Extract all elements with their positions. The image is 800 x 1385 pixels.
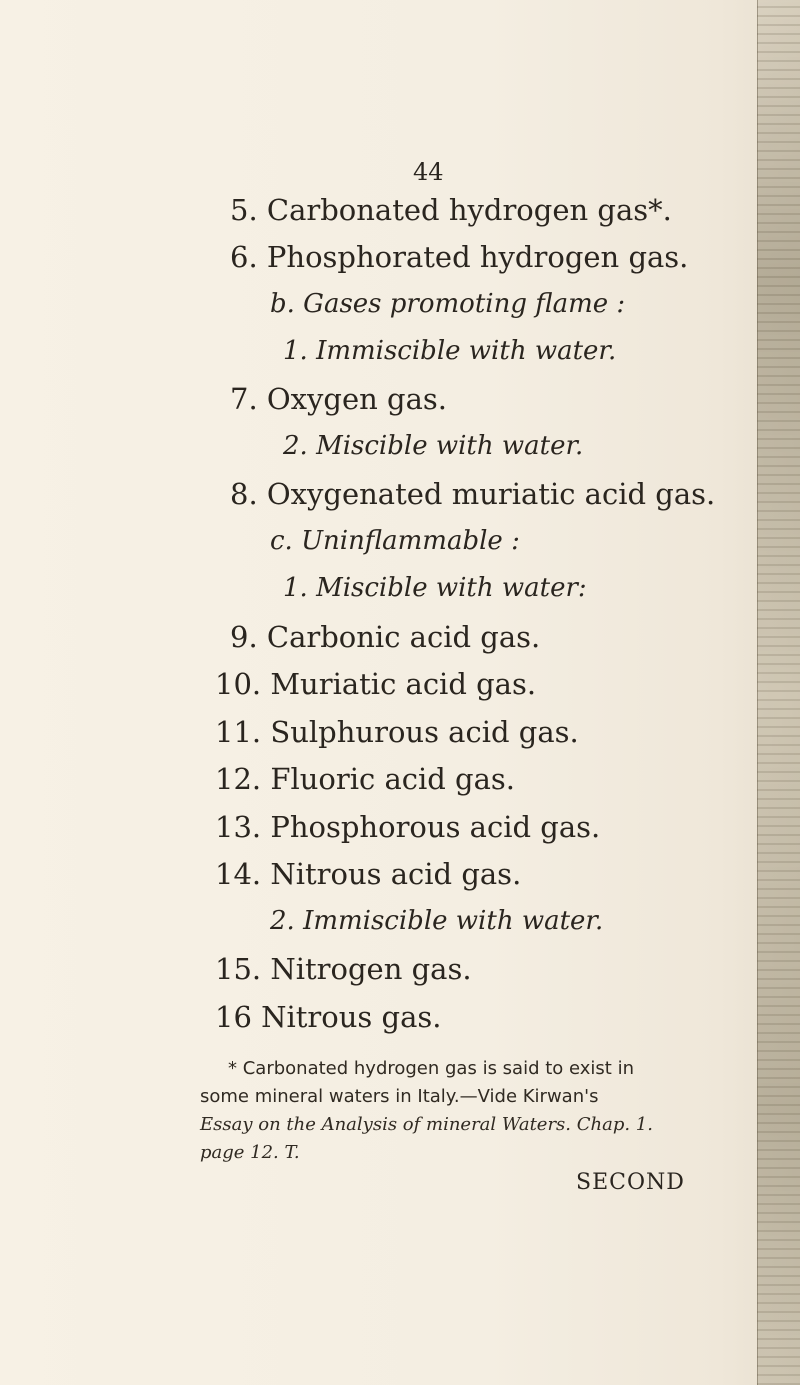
page-number: 44 [413,158,444,186]
footnote-line-4: page 12. T. [200,1142,300,1163]
entry-10: 10. Muriatic acid gas. [215,667,537,701]
section-b-heading: b. Gases promoting flame : [270,289,626,319]
page-edge [757,0,800,1385]
entry-9: 9. Carbonic acid gas. [230,620,541,654]
subsection-miscible: 2. Miscible with water. [283,431,584,461]
entry-16: 16 Nitrous gas. [215,1000,442,1034]
subsection-immiscible-c: 2. Immiscible with water. [270,906,604,936]
entry-14: 14. Nitrous acid gas. [215,857,522,891]
footnote [200,1055,700,1167]
footnote-line-2: some mineral waters in Italy.—Vide Kirwan's [200,1086,599,1107]
entry-13: 13. Phosphorous acid gas. [215,810,601,844]
entry-7: 7. Oxygen gas. [230,382,447,416]
entry-11: 11. Sulphurous acid gas. [215,715,579,749]
footnote-line-1: * Carbonated hydrogen gas is said to exist in [228,1058,634,1079]
subsection-miscible-c: 1. Miscible with water: [283,573,587,603]
subsection-immiscible: 1. Immiscible with water. [283,336,617,366]
footnote-line-3: Essay on the Analysis of mineral Waters. Chap. 1. [200,1114,653,1135]
entry-12: 12. Fluoric acid gas. [215,762,516,796]
entry-5: 5. Carbonated hydrogen gas*. [230,193,672,227]
entry-6: 6. Phosphorated hydrogen gas. [230,240,689,274]
entry-15: 15. Nitrogen gas. [215,952,472,986]
entry-8: 8. Oxygenated muriatic acid gas. [230,477,716,511]
catchword: SECOND [576,1170,685,1195]
section-c-heading: c. Uninflammable : [270,526,520,556]
